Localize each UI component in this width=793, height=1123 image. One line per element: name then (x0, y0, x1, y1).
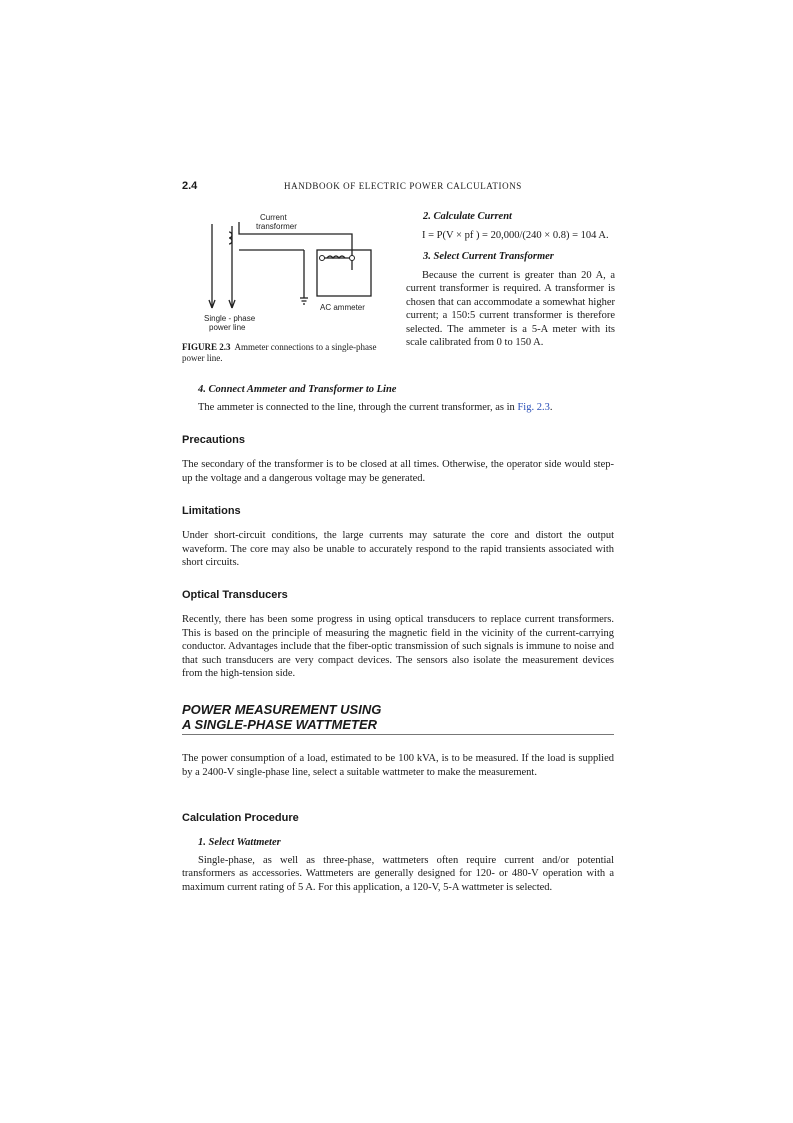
terminal-left (320, 256, 325, 261)
optical-transducers-text: Recently, there has been some progress in using optical transducers to replace current transformers. This is based on the principle of measuring the magnetic field in the vicinity of the current-carrying conductor. Advantages include that the fiber-optic transmission of such signals is immune to noise and that such transducers are very compact devices. The sensors also isolate the measurement devices from the high-tension side. (182, 614, 614, 679)
ammeter-circuit-diagram (182, 208, 394, 338)
precautions-heading: Precautions (182, 434, 245, 446)
optical-transducers-heading: Optical Transducers (182, 589, 288, 601)
caption-text: Ammeter connections to a single-phase power line. (182, 342, 377, 363)
step4-block (182, 383, 614, 414)
label-single-phase: Single - phase (204, 314, 256, 323)
step1-block (182, 836, 614, 894)
fig-2-3-link[interactable]: Fig. 2.3 (517, 401, 550, 413)
label-transformer: transformer (256, 222, 297, 231)
terminal-right (350, 256, 355, 261)
label-power-line: power line (209, 323, 246, 332)
label-ac-ammeter: AC ammeter (320, 303, 365, 312)
figure-caption (182, 342, 392, 364)
power-intro-text: The power consumption of a load, estimated to be 100 kVA, is to be measured. If the load is supplied by a 2400-V single-phase line, select a suitable wattmeter to make the measurement. (182, 753, 614, 778)
limitations-text: Under short-circuit conditions, the large currents may saturate the core and distort the output waveform. The core may also be unable to accurately respond to the rapid transients associated with short circuits. (182, 530, 614, 568)
power-measurement-heading (182, 702, 614, 735)
step4-heading: 4. Connect Ammeter and Transformer to Line (198, 384, 397, 395)
step3-heading: 3. Select Current Transformer (423, 251, 554, 262)
right-column (406, 210, 615, 356)
step2-heading: 2. Calculate Current (423, 211, 512, 222)
step4-text-before: The ammeter is connected to the line, through the current transformer, as in (198, 401, 518, 413)
step4-text-after: . (549, 401, 553, 413)
heading-line-1: POWER MEASUREMENT USING (182, 702, 382, 717)
running-title: HANDBOOK OF ELECTRIC POWER CALCULATIONS (284, 181, 522, 191)
step1-heading: 1. Select Wattmeter (198, 837, 281, 848)
precautions-text: The secondary of the transformer is to be closed at all times. Otherwise, the operator side would step-up the voltage and a dangerous voltage may be generated. (182, 459, 614, 484)
page-number: 2.4 (182, 180, 198, 192)
step3-text: Because the current is greater than 20 A, a current transformer is required. A transformer is chosen that can accommodate a somewhat higher current; a 150:5 current transformer is therefore selected. The ammeter is a 5-A meter with its scale calibrated from 0 to 150 A. (406, 269, 615, 348)
step4-text (182, 401, 614, 415)
caption-label: FIGURE 2.3 (182, 342, 231, 352)
heading-line-2: A SINGLE-PHASE WATTMETER (182, 717, 377, 732)
limitations-heading: Limitations (182, 505, 241, 517)
step1-text: Single-phase, as well as three-phase, wattmeters often require current and/or potential transformers as accessories. Wattmeters are generally designed for 120- or 480-V operation with a maximum current rating of 5 A. For this application, a 120-V, 5-A wattmeter is selected. (182, 854, 614, 893)
label-current: Current (260, 213, 287, 222)
page-header (182, 180, 614, 196)
calculation-procedure-heading: Calculation Procedure (182, 812, 299, 824)
figure-2-3 (182, 208, 394, 364)
step2-text: I = P(V × pf ) = 20,000/(240 × 0.8) = 104 A. (422, 229, 609, 241)
